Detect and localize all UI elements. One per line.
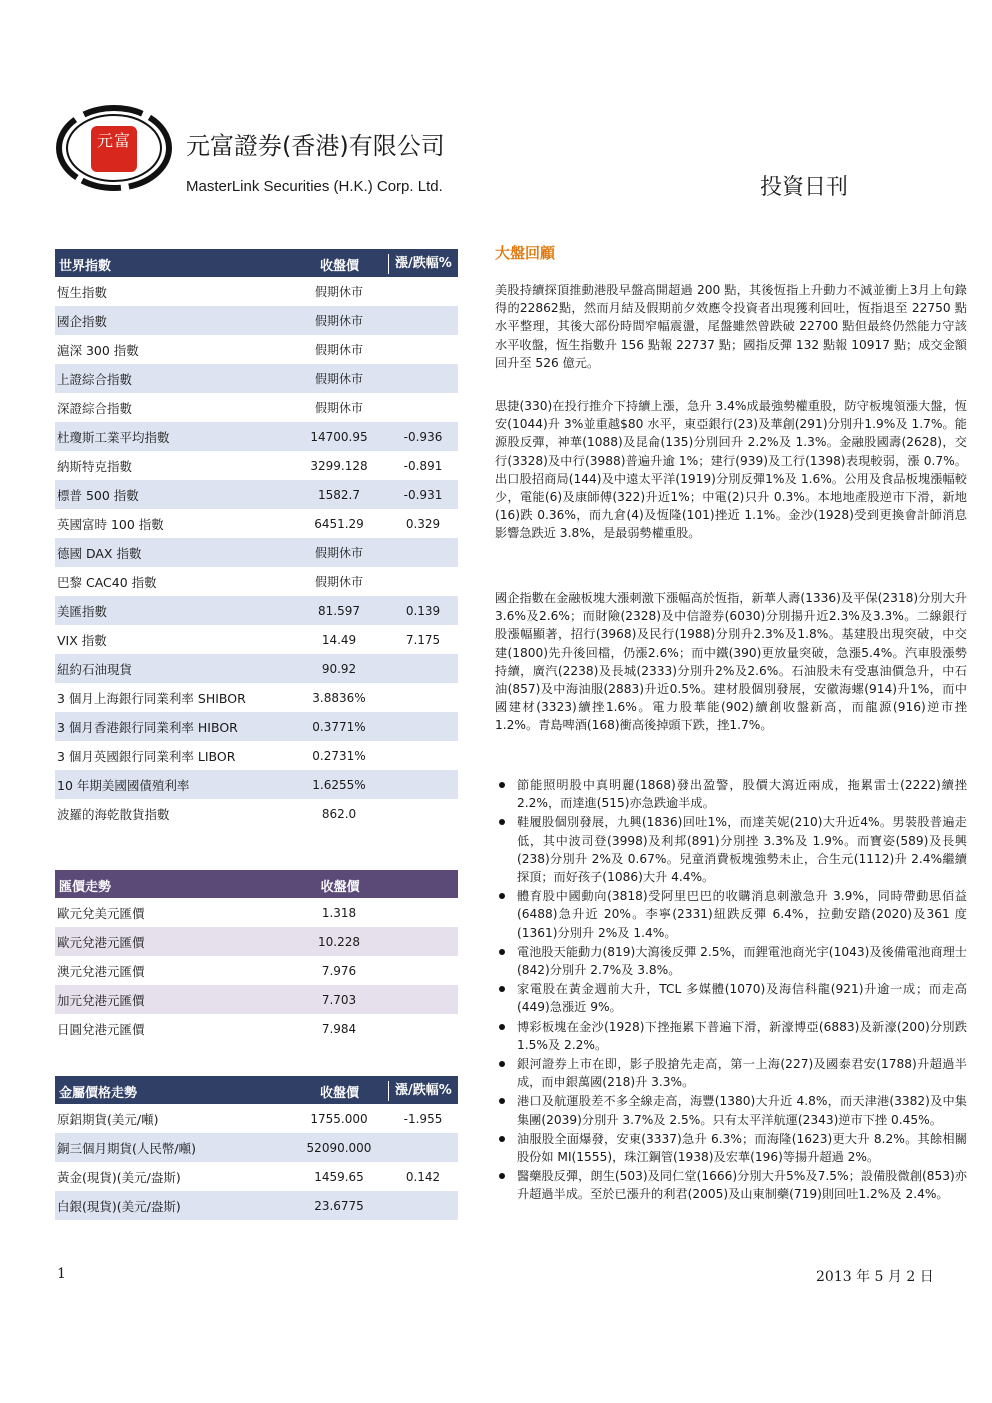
row-change: -0.936 xyxy=(403,429,443,444)
row-close: 6451.29 xyxy=(314,516,364,531)
bullet-text: 油服股全面爆發，安東(3337)急升 6.3%；而海隆(1623)更大升 8.2%。其餘相關股份如 MI(1555)，珠江鋼管(1938)及宏華(196)等揚升超過 2%。 xyxy=(517,1131,967,1165)
table-row xyxy=(55,654,458,683)
bullet-text: 銀河證券上市在即，影子股搶先走高，第一上海(227)及國泰君安(1788)升超過半成，而申銀萬國(218)升 3.3%。 xyxy=(517,1057,967,1090)
row-name: 歐元兌港元匯價 xyxy=(57,934,145,950)
review-paragraph-2: 思捷(330)在投行推介下持續上漲，急升 3.4%成最強勢權重股，防守板塊領漲大盤，恆安(1044)升 3%並重越$80 水平，東亞銀行(23)及華創(291)分別升1.9%及 1.7%。能源股反彈，神華(1088)及昆侖(135)分別回升 2.2%及 1.3%。金融股國壽(2628)，交行(3328)及中行(3988)普遍升逾 1%；建行(939)及工行(1398)表現較弱，漲 0.7%。出口股招商局(144)及中遠太平洋(1919)分別反彈1%及 1.6%。公用及食品板塊漲幅較少，電能(6)及康師傅(322)升近1%；中電(2)只升 0.3%。本地地產股逆市下滑，新地(16)跌 0.36%，而九倉(4)及恆隆(101)挫近 1.1%。金沙(1928)受到更換會計師消息影響急跌近 3.8%，是最弱勢權重股。 xyxy=(495,399,967,541)
row-close: 23.6775 xyxy=(314,1198,364,1213)
row-close: 1.318 xyxy=(321,905,357,920)
row-name: VIX 指數 xyxy=(57,632,107,648)
row-close: 1755.000 xyxy=(310,1111,368,1126)
row-name: 黃金(現貨)(美元/盎斯) xyxy=(57,1169,181,1185)
bullet-text: 鞋履股個別發展，九興(1836)回吐1%，而達芙妮(210)大升近4%。男裝股普遍走低，其中波司登(3998)及利邦(891)分別挫 3.3%及 1.9%。而寶姿(589)及長興(238)分別升 2%及 0.67%。兒童消費板塊強勢未止，合生元(1112)升 2.4%繼續探頂；而好孩子(1086)大升 4.4%。 xyxy=(517,815,967,885)
row-name: 日圓兌港元匯價 xyxy=(57,1021,145,1037)
table-row xyxy=(55,509,458,538)
review-paragraph-1: 美股持續探頂推動港股早盤高開超過 200 點，其後恆指上升動力不減並衝上3月上旬錄得的22862點，然而月結及假期前夕效應令投資者出現獲利回吐，恆指退至 22750 點水平整理，其後大部份時間窄幅震盪，尾盤雖然曾跌破 22700 點但最終仍然能力守該水平收盤，恆生指數升 156 點報 22737 點；國指反彈 132 點報 10917 點；成交金額回升至 526 億元。 xyxy=(495,283,967,370)
bullet-dot-icon xyxy=(499,986,505,992)
row-close: 862.0 xyxy=(321,806,357,821)
table-row xyxy=(55,799,458,828)
bullet-text: 醫藥股反彈，朗生(503)及同仁堂(1666)分別大升5%及7.5%；設備股微創(853)亦升超過半成。至於已漲升的利君(2005)及山東制藥(719)則回吐1.2%及 2.4%。 xyxy=(517,1169,967,1202)
report-title: 投資日刊 xyxy=(760,175,849,200)
bullet-text: 博彩板塊在金沙(1928)下挫拖累下普遍下滑，新濠博亞(6883)及新濠(200)分別跌 1.5%及 2.2%。 xyxy=(517,1019,967,1052)
bullet-text: 港口及航運股差不多全線走高，海豐(1380)大升近 4.8%，而天津港(3382)及中集集團(2039)分別升 3.7%及 2.5%。只有太平洋航運(2343)逆市下挫 0.45%。 xyxy=(517,1094,967,1127)
row-name: 紐約石油現貨 xyxy=(57,661,133,677)
row-close: 7.976 xyxy=(321,963,357,978)
row-close: 1.6255% xyxy=(312,777,366,792)
table-row xyxy=(55,741,458,770)
table-row xyxy=(55,306,458,335)
row-name: 標普 500 指數 xyxy=(57,487,139,503)
row-change: 0.139 xyxy=(405,603,441,618)
column-header-name: 金屬價格走勢 xyxy=(59,1086,138,1101)
fx-header xyxy=(55,870,458,898)
list-item xyxy=(495,1018,967,1054)
column-header-name: 世界指數 xyxy=(59,259,112,274)
report-date: 2013 年 5 月 2 日 xyxy=(816,1269,934,1285)
list-item xyxy=(495,1167,967,1203)
bullet-text: 家電股在黃金週前大升，TCL 多媒體(1070)及海信科龍(921)升逾一成；而走高(449)急漲近 9%。 xyxy=(517,982,967,1015)
column-header-close: 收盤價 xyxy=(320,880,360,895)
row-name: 澳元兌港元匯價 xyxy=(57,963,145,979)
table-row xyxy=(55,422,458,451)
row-change: -1.955 xyxy=(403,1111,443,1126)
table-row xyxy=(55,985,458,1014)
bullet-dot-icon xyxy=(499,1098,505,1104)
world-indices-header xyxy=(55,249,458,277)
row-close: 1459.65 xyxy=(314,1169,364,1184)
row-name: 美匯指數 xyxy=(57,603,108,619)
row-close: 3.8836% xyxy=(312,690,366,705)
bullet-dot-icon xyxy=(499,1061,505,1067)
company-name-chinese: 元富證券(香港)有限公司 xyxy=(186,132,445,160)
bullet-dot-icon xyxy=(499,819,505,825)
review-paragraph-3: 國企指數在金融板塊大漲刺激下漲幅高於恆指，新華人壽(1336)及平保(2318)分別大升3.6%及2.6%；而財險(2328)及中信證券(6030)分別揚升近2.3%及3.3%。二線銀行股漲幅顯著，招行(3968)及民行(1988)分別升2.3%及1.8%。基建股出現突破，中交建(1800)先升後回檔，仍漲2.6%；而中鐵(390)更放量突破，急漲5.4%。汽車股漲勢持續，廣汽(2238)及長城(2333)分別升2%及2.6%。石油股未有受惠油價急升，中石油(857)及中海油服(2883)升近0.5%。建材股個別發展，安徽海螺(914)升1%，而中國建材(3323)續挫1.6%。電力股華能(902)續創收盤新高，而龍源(916)逆市挫1.2%。青島啤酒(168)衝高後掉頭下跌，挫1.7%。 xyxy=(495,591,967,733)
column-header-name: 匯價走勢 xyxy=(59,880,112,895)
list-item xyxy=(495,1092,967,1128)
bullet-dot-icon xyxy=(499,1173,505,1179)
list-item xyxy=(495,887,967,942)
bullet-text: 節能照明股中真明麗(1868)發出盈警，股價大瀉近兩成，拖累雷士(2222)續挫 2.2%，而達進(515)亦急跌逾半成。 xyxy=(517,778,967,811)
row-name: 白銀(現貨)(美元/盎斯) xyxy=(57,1198,181,1214)
world-indices-table xyxy=(55,249,458,828)
company-logo xyxy=(52,104,176,192)
row-close: 0.3771% xyxy=(312,719,366,734)
row-close: 10.228 xyxy=(318,934,360,949)
row-name: 杜瓊斯工業平均指數 xyxy=(57,429,170,445)
row-close: 假期休市 xyxy=(314,372,363,386)
page-number: 1 xyxy=(57,1266,66,1282)
row-name: 英國富時 100 指數 xyxy=(57,516,164,532)
table-row xyxy=(55,1191,458,1220)
row-close: 3299.128 xyxy=(310,458,368,473)
row-change: 0.329 xyxy=(405,516,441,531)
list-item xyxy=(495,813,967,886)
row-close: 81.597 xyxy=(318,603,360,618)
list-item xyxy=(495,943,967,979)
row-name: 原鋁期貨(美元/噸) xyxy=(57,1111,159,1127)
row-name: 歐元兌美元匯價 xyxy=(57,905,145,921)
row-change: -0.931 xyxy=(403,487,443,502)
list-item xyxy=(495,1055,967,1091)
table-row xyxy=(55,596,458,625)
row-name: 加元兌港元匯價 xyxy=(57,992,145,1008)
row-name: 滬深 300 指數 xyxy=(57,342,139,358)
table-row xyxy=(55,927,458,956)
row-name: 10 年期美國國債殖利率 xyxy=(57,777,190,793)
row-close: 假期休市 xyxy=(314,343,363,357)
row-close: 14700.95 xyxy=(310,429,368,444)
list-item xyxy=(495,980,967,1016)
fx-body xyxy=(55,898,458,1043)
table-row xyxy=(55,364,458,393)
row-name: 恆生指數 xyxy=(57,284,108,300)
row-name: 3 個月上海銀行同業利率 SHIBOR xyxy=(57,690,246,706)
row-name: 3 個月香港銀行同業利率 HIBOR xyxy=(57,719,238,735)
column-header-empty xyxy=(389,875,458,895)
row-change: 7.175 xyxy=(405,632,441,647)
table-row xyxy=(55,898,458,927)
table-row xyxy=(55,1162,458,1191)
row-name: 納斯特克指數 xyxy=(57,458,133,474)
bullet-dot-icon xyxy=(499,949,505,955)
row-close: 90.92 xyxy=(321,661,357,676)
table-row xyxy=(55,480,458,509)
metals-table xyxy=(55,1076,458,1220)
column-header-change: 漲/跌幅% xyxy=(388,1081,458,1101)
table-row xyxy=(55,277,458,306)
row-name: 國企指數 xyxy=(57,313,108,329)
review-bullet-list xyxy=(495,776,967,1205)
row-name: 巴黎 CAC40 指數 xyxy=(57,574,157,590)
table-row xyxy=(55,393,458,422)
table-row xyxy=(55,567,458,596)
row-close: 1582.7 xyxy=(318,487,360,502)
table-row xyxy=(55,1133,458,1162)
metals-header xyxy=(55,1076,458,1104)
row-close: 假期休市 xyxy=(314,575,363,589)
row-close: 14.49 xyxy=(321,632,357,647)
table-row xyxy=(55,538,458,567)
fx-table xyxy=(55,870,458,1043)
row-close: 假期休市 xyxy=(314,546,363,560)
column-header-change: 漲/跌幅% xyxy=(388,254,458,274)
row-close: 假期休市 xyxy=(314,401,363,415)
table-row xyxy=(55,625,458,654)
row-change: 0.142 xyxy=(405,1169,441,1184)
row-close: 52090.000 xyxy=(306,1140,372,1155)
bullet-dot-icon xyxy=(499,1136,505,1142)
bullet-text: 電池股天能動力(819)大瀉後反彈 2.5%，而鋰電池商光宇(1043)及後備電池商理士(842)分別升 2.7%及 3.8%。 xyxy=(517,944,967,978)
bullet-text: 體育股中國動向(3818)受阿里巴巴的收購消息刺激急升 3.9%，同時帶動思佰益(6488)急升近 20%。李寧(2331)紐跌反彈 6.4%，拉動安踏(2020)及361 度(1361)分別升 2%及 1.4%。 xyxy=(517,889,967,940)
row-name: 上證綜合指數 xyxy=(57,371,133,387)
row-name: 波羅的海乾散貨指數 xyxy=(57,806,170,822)
table-row xyxy=(55,712,458,741)
bullet-dot-icon xyxy=(499,893,505,899)
row-close: 假期休市 xyxy=(314,285,363,299)
metals-body xyxy=(55,1104,458,1220)
table-row xyxy=(55,451,458,480)
row-close: 7.703 xyxy=(321,992,357,1007)
column-header-close: 收盤價 xyxy=(319,1086,359,1101)
table-row xyxy=(55,770,458,799)
table-row xyxy=(55,956,458,985)
row-close: 0.2731% xyxy=(312,748,366,763)
list-item xyxy=(495,1130,967,1166)
table-row xyxy=(55,683,458,712)
table-row xyxy=(55,335,458,364)
column-header-close: 收盤價 xyxy=(319,259,359,274)
bullet-dot-icon xyxy=(499,782,505,788)
row-name: 3 個月英國銀行同業利率 LIBOR xyxy=(57,748,236,764)
row-close: 7.984 xyxy=(321,1021,357,1036)
bullet-dot-icon xyxy=(499,1024,505,1030)
row-change: -0.891 xyxy=(403,458,443,473)
section-heading: 大盤回顧 xyxy=(495,244,556,262)
row-name: 德國 DAX 指數 xyxy=(57,545,142,561)
world-indices-body xyxy=(55,277,458,828)
logo-text: 元富 xyxy=(97,131,132,150)
table-row xyxy=(55,1104,458,1133)
company-name-english: MasterLink Securities (H.K.) Corp. Ltd. xyxy=(186,178,443,195)
row-close: 假期休市 xyxy=(314,314,363,328)
table-row xyxy=(55,1014,458,1043)
row-name: 深證綜合指數 xyxy=(57,400,133,416)
list-item xyxy=(495,776,967,812)
row-name: 銅三個月期貨(人民幣/噸) xyxy=(57,1140,196,1156)
